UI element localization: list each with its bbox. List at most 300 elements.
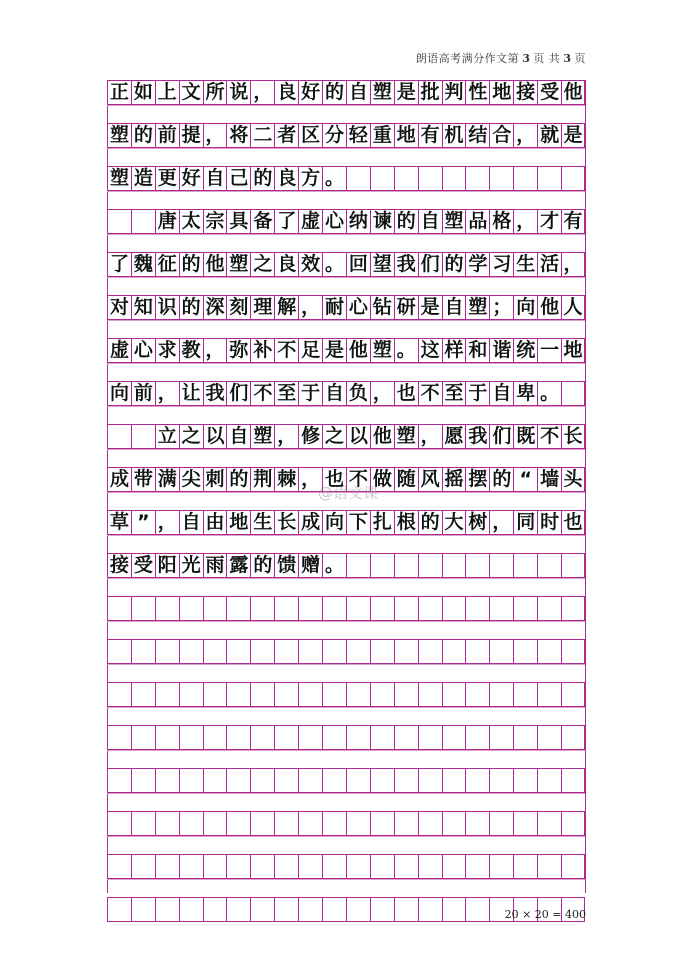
grid-cell: 自 <box>489 382 513 405</box>
grid-row <box>107 596 585 621</box>
grid-cell: 结 <box>465 124 489 147</box>
grid-cell: 头 <box>561 468 585 491</box>
grid-cell: ， <box>513 124 537 147</box>
grid-cell <box>561 855 585 878</box>
grid-cell <box>107 640 131 663</box>
grid-cell <box>370 554 394 577</box>
grid-cell: 自 <box>226 425 250 448</box>
grid-cell <box>394 855 418 878</box>
grid-cell: 的 <box>394 210 418 233</box>
grid-cell <box>131 425 155 448</box>
grid-cell <box>370 683 394 706</box>
grid-cell <box>322 898 346 921</box>
grid-cell <box>489 855 513 878</box>
grid-cell <box>370 640 394 663</box>
grid-cell: 愿 <box>442 425 466 448</box>
grid-cell: 我 <box>465 425 489 448</box>
grid-cell: 己 <box>226 167 250 190</box>
grid-cell: ， <box>513 210 537 233</box>
grid-cell <box>489 167 513 190</box>
grid-cell: 至 <box>442 382 466 405</box>
grid-cell: 具 <box>226 210 250 233</box>
grid-cell <box>203 726 227 749</box>
grid-cell: 雨 <box>203 554 227 577</box>
grid-cell <box>465 769 489 792</box>
grid-cell <box>131 210 155 233</box>
grid-cell: ， <box>298 468 322 491</box>
grid-cell: 向 <box>322 511 346 534</box>
grid-cell <box>203 597 227 620</box>
grid-cell: 。 <box>322 253 346 276</box>
grid-cell: 露 <box>226 554 250 577</box>
grid-cell <box>465 167 489 190</box>
grid-cell: 好 <box>179 167 203 190</box>
grid-cell: 之 <box>179 425 203 448</box>
grid-cell <box>250 855 274 878</box>
grid-cell <box>394 640 418 663</box>
gap-line <box>107 707 585 708</box>
grid-cell <box>107 597 131 620</box>
grid-cell: 望 <box>370 253 394 276</box>
grid-cell: 谏 <box>370 210 394 233</box>
grid-cell <box>107 726 131 749</box>
grid-cell <box>107 683 131 706</box>
grid-cell: 品 <box>465 210 489 233</box>
grid-cell <box>513 726 537 749</box>
grid-cell <box>537 812 561 835</box>
grid-cell <box>370 898 394 921</box>
grid-cell <box>107 425 131 448</box>
grid-cell: 们 <box>489 425 513 448</box>
gap-line <box>107 621 585 622</box>
grid-cell <box>250 769 274 792</box>
grid-cell <box>442 898 466 921</box>
grid-cell: 研 <box>394 296 418 319</box>
gap-line <box>107 879 585 880</box>
grid-cell <box>537 683 561 706</box>
grid-cell: 地 <box>489 81 513 104</box>
grid-cell <box>274 812 298 835</box>
grid-cell <box>226 769 250 792</box>
gap-line <box>107 234 585 235</box>
grid-cell: 草 <box>107 511 131 534</box>
grid-cell <box>203 769 227 792</box>
grid-cell <box>370 812 394 835</box>
grid-cell <box>346 855 370 878</box>
grid-cell: 分 <box>322 124 346 147</box>
grid-cell: 识 <box>155 296 179 319</box>
grid-cell: 做 <box>370 468 394 491</box>
grid-cell: 不 <box>418 382 442 405</box>
grid-cell: 和 <box>465 339 489 362</box>
grid-cell: 塑 <box>107 167 131 190</box>
grid-cell: 我 <box>394 253 418 276</box>
header-page-number: 3 <box>522 52 531 65</box>
grid-cell: 根 <box>394 511 418 534</box>
grid-row <box>107 80 585 105</box>
grid-cell <box>561 382 585 405</box>
grid-row <box>107 295 585 320</box>
grid-cell <box>250 726 274 749</box>
grid-cell <box>155 898 179 921</box>
grid-cell: 区 <box>298 124 322 147</box>
grid-cell <box>322 726 346 749</box>
grid-cell: 下 <box>346 511 370 534</box>
grid-cell <box>107 769 131 792</box>
grid-cell: 地 <box>561 339 585 362</box>
grid-cell: 魏 <box>131 253 155 276</box>
gap-line <box>107 406 585 407</box>
grid-cell <box>226 683 250 706</box>
grid-row <box>107 424 585 449</box>
grid-cell <box>394 683 418 706</box>
grid-cell: 自 <box>442 296 466 319</box>
grid-cell <box>394 167 418 190</box>
grid-cell <box>561 812 585 835</box>
grid-cell: 他 <box>203 253 227 276</box>
grid-cell <box>274 597 298 620</box>
grid-cell: 生 <box>513 253 537 276</box>
grid-cell <box>226 640 250 663</box>
grid-cell: 宗 <box>203 210 227 233</box>
grid-cell <box>489 597 513 620</box>
grid-cell <box>226 726 250 749</box>
grid-cell: 批 <box>418 81 442 104</box>
grid-cell: 是 <box>561 124 585 147</box>
grid-cell <box>298 898 322 921</box>
grid-cell: 自 <box>346 81 370 104</box>
grid-cell <box>298 597 322 620</box>
grid-cell: 由 <box>203 511 227 534</box>
grid-cell: 统 <box>513 339 537 362</box>
grid-cell: 受 <box>131 554 155 577</box>
gap-line <box>107 750 585 751</box>
grid-cell: 也 <box>322 468 346 491</box>
grid-cell: 虚 <box>107 339 131 362</box>
grid-cell <box>203 812 227 835</box>
grid-cell <box>322 597 346 620</box>
grid-cell: 他 <box>370 425 394 448</box>
grid-cell <box>370 167 394 190</box>
grid-cell: 唐 <box>155 210 179 233</box>
grid-cell: 耐 <box>322 296 346 319</box>
gap-line <box>107 836 585 837</box>
grid-cell <box>418 167 442 190</box>
grid-cell: 深 <box>203 296 227 319</box>
grid-cell: 更 <box>155 167 179 190</box>
grid-cell: 征 <box>155 253 179 276</box>
grid-cell: 地 <box>394 124 418 147</box>
grid-cell: 虚 <box>298 210 322 233</box>
grid-cell: 他 <box>346 339 370 362</box>
grid-cell: 卑 <box>513 382 537 405</box>
grid-cell: 太 <box>179 210 203 233</box>
grid-cell <box>513 597 537 620</box>
grid-cell <box>418 726 442 749</box>
grid-cell <box>442 812 466 835</box>
grid-cell: 树 <box>465 511 489 534</box>
grid-cell: 纳 <box>346 210 370 233</box>
grid-cell: 钻 <box>370 296 394 319</box>
grid-cell <box>370 855 394 878</box>
grid-row <box>107 854 585 879</box>
grid-cell: 阳 <box>155 554 179 577</box>
grid-cell <box>298 726 322 749</box>
grid-cell: 合 <box>489 124 513 147</box>
grid-cell: 塑 <box>370 81 394 104</box>
grid-cell: 不 <box>250 382 274 405</box>
grid-cell: 以 <box>203 425 227 448</box>
grid-cell <box>513 812 537 835</box>
grid-cell <box>418 855 442 878</box>
grid-cell: 荆 <box>250 468 274 491</box>
grid-cell <box>274 769 298 792</box>
grid-cell <box>537 769 561 792</box>
grid-cell: 良 <box>274 253 298 276</box>
grid-cell <box>155 597 179 620</box>
header-prefix: 朗语高考满分作文第 <box>415 52 520 65</box>
grid-cell <box>298 812 322 835</box>
grid-cell: 的 <box>179 296 203 319</box>
grid-cell: 地 <box>226 511 250 534</box>
grid-cell: 的 <box>442 253 466 276</box>
grid-cell: 造 <box>131 167 155 190</box>
grid-cell: 我 <box>203 382 227 405</box>
grid-cell: 向 <box>107 382 131 405</box>
grid-cell: 不 <box>274 339 298 362</box>
grid-cell <box>298 769 322 792</box>
grid-cell: ， <box>418 425 442 448</box>
grid-cell <box>465 597 489 620</box>
gap-line <box>107 793 585 794</box>
grid-cell: 负 <box>346 382 370 405</box>
grid-cell <box>513 554 537 577</box>
grid-cell <box>155 812 179 835</box>
grid-cell <box>394 898 418 921</box>
grid-cell: 刺 <box>203 468 227 491</box>
grid-cell <box>346 769 370 792</box>
grid-cell <box>418 554 442 577</box>
grid-row <box>107 166 585 191</box>
grid-cell <box>155 769 179 792</box>
header-suffix: 页 <box>574 52 586 65</box>
grid-cell: 方 <box>298 167 322 190</box>
grid-row <box>107 725 585 750</box>
grid-cell: 之 <box>250 253 274 276</box>
grid-cell <box>179 855 203 878</box>
grid-cell <box>226 855 250 878</box>
grid-cell: 良 <box>274 167 298 190</box>
grid-cell: 判 <box>442 81 466 104</box>
grid-cell <box>394 554 418 577</box>
grid-cell: 修 <box>298 425 322 448</box>
grid-cell <box>489 683 513 706</box>
grid-cell: 塑 <box>394 425 418 448</box>
gap-line <box>107 148 585 149</box>
grid-cell <box>131 726 155 749</box>
grid-cell <box>226 898 250 921</box>
grid-cell: 是 <box>418 296 442 319</box>
grid-cell <box>418 812 442 835</box>
grid-cell <box>346 683 370 706</box>
grid-cell <box>298 640 322 663</box>
grid-cell: 自 <box>418 210 442 233</box>
grid-cell: 前 <box>155 124 179 147</box>
grid-row <box>107 252 585 277</box>
grid-cell: 既 <box>513 425 537 448</box>
grid-cell: 的 <box>250 167 274 190</box>
grid-cell: 棘 <box>274 468 298 491</box>
grid-cell: 至 <box>274 382 298 405</box>
grid-row <box>107 209 585 234</box>
grid-cell <box>489 554 513 577</box>
grid-row <box>107 381 585 406</box>
grid-cell: 赠 <box>298 554 322 577</box>
grid-cell <box>537 640 561 663</box>
grid-cell <box>394 726 418 749</box>
grid-cell: 前 <box>131 382 155 405</box>
grid-cell <box>442 597 466 620</box>
grid-cell <box>107 812 131 835</box>
grid-cell: 是 <box>322 339 346 362</box>
watermark: @语文课 <box>318 484 379 502</box>
grid-cell <box>179 683 203 706</box>
grid-cell: 立 <box>155 425 179 448</box>
grid-cell: 说 <box>226 81 250 104</box>
grid-cell: 于 <box>465 382 489 405</box>
grid-row <box>107 123 585 148</box>
grid-cell <box>442 683 466 706</box>
grid-cell <box>465 898 489 921</box>
grid-cell <box>442 769 466 792</box>
grid-cell <box>322 855 346 878</box>
grid-cell <box>442 554 466 577</box>
grid-row <box>107 811 585 836</box>
grid-cell: 的 <box>489 468 513 491</box>
grid-cell: 随 <box>394 468 418 491</box>
grid-cell <box>155 683 179 706</box>
grid-cell: ， <box>155 511 179 534</box>
grid-cell: 们 <box>226 382 250 405</box>
grid-cell: 不 <box>346 468 370 491</box>
grid-cell <box>226 812 250 835</box>
grid-cell <box>561 769 585 792</box>
grid-cell <box>418 769 442 792</box>
header-total-pages: 3 <box>563 52 572 65</box>
page-header <box>416 50 586 66</box>
grid-cell: 轻 <box>346 124 370 147</box>
grid-cell: 。 <box>537 382 561 405</box>
grid-cell <box>250 812 274 835</box>
grid-cell: 。 <box>394 339 418 362</box>
grid-cell <box>250 898 274 921</box>
grid-cell: ； <box>489 296 513 319</box>
grid-cell: 不 <box>537 425 561 448</box>
grid-cell <box>370 726 394 749</box>
grid-cell: 塑 <box>370 339 394 362</box>
grid-cell <box>322 812 346 835</box>
grid-row <box>107 510 585 535</box>
grid-cell: ， <box>489 511 513 534</box>
grid-cell <box>418 597 442 620</box>
grid-cell: 了 <box>274 210 298 233</box>
grid-cell: 格 <box>489 210 513 233</box>
grid-cell: 机 <box>442 124 466 147</box>
grid-cell <box>465 855 489 878</box>
grid-row <box>107 639 585 664</box>
grid-cell <box>465 683 489 706</box>
grid-cell <box>489 769 513 792</box>
grid-cell <box>561 640 585 663</box>
grid-cell: 这 <box>418 339 442 362</box>
grid-cell <box>537 167 561 190</box>
grid-cell <box>442 640 466 663</box>
gap-line <box>107 191 585 192</box>
grid-cell <box>537 855 561 878</box>
grid-cell: 有 <box>561 210 585 233</box>
grid-cell: 弥 <box>226 339 250 362</box>
grid-cell: 自 <box>322 382 346 405</box>
grid-cell: 让 <box>179 382 203 405</box>
grid-cell <box>203 898 227 921</box>
grid-cell: 样 <box>442 339 466 362</box>
gap-line <box>107 449 585 450</box>
grid-cell: ， <box>250 81 274 104</box>
grid-cell <box>250 640 274 663</box>
grid-cell: 心 <box>346 296 370 319</box>
grid-cell <box>513 855 537 878</box>
grid-cell <box>322 769 346 792</box>
grid-cell <box>155 640 179 663</box>
grid-cell: ， <box>203 124 227 147</box>
grid-cell: 光 <box>179 554 203 577</box>
grid-cell <box>489 812 513 835</box>
grid-cell <box>131 812 155 835</box>
grid-cell: 扎 <box>370 511 394 534</box>
gap-line <box>107 320 585 321</box>
grid-cell <box>394 812 418 835</box>
grid-cell: 文 <box>179 81 203 104</box>
grid-cell <box>370 597 394 620</box>
grid-cell: 也 <box>394 382 418 405</box>
grid-cell: ， <box>274 425 298 448</box>
grid-cell <box>537 597 561 620</box>
grid-cell: 刻 <box>226 296 250 319</box>
grid-cell: 也 <box>561 511 585 534</box>
grid-cell: “ <box>513 468 537 491</box>
grid-cell: 他 <box>561 81 585 104</box>
grid-cell <box>489 640 513 663</box>
gap-line <box>107 664 585 665</box>
grid-cell <box>561 683 585 706</box>
grid-cell: 对 <box>107 296 131 319</box>
grid-cell <box>442 726 466 749</box>
grid-cell: 教 <box>179 339 203 362</box>
grid-cell <box>179 812 203 835</box>
grid-cell: 就 <box>537 124 561 147</box>
grid-cell <box>131 683 155 706</box>
grid-cell: 时 <box>537 511 561 534</box>
grid-cell <box>274 898 298 921</box>
grid-cell: 足 <box>298 339 322 362</box>
grid-cell <box>394 597 418 620</box>
grid-cell <box>346 812 370 835</box>
grid-cell: 塑 <box>442 210 466 233</box>
grid-cell <box>322 683 346 706</box>
grid-cell <box>274 726 298 749</box>
grid-cell <box>561 597 585 620</box>
grid-cell: 带 <box>131 468 155 491</box>
